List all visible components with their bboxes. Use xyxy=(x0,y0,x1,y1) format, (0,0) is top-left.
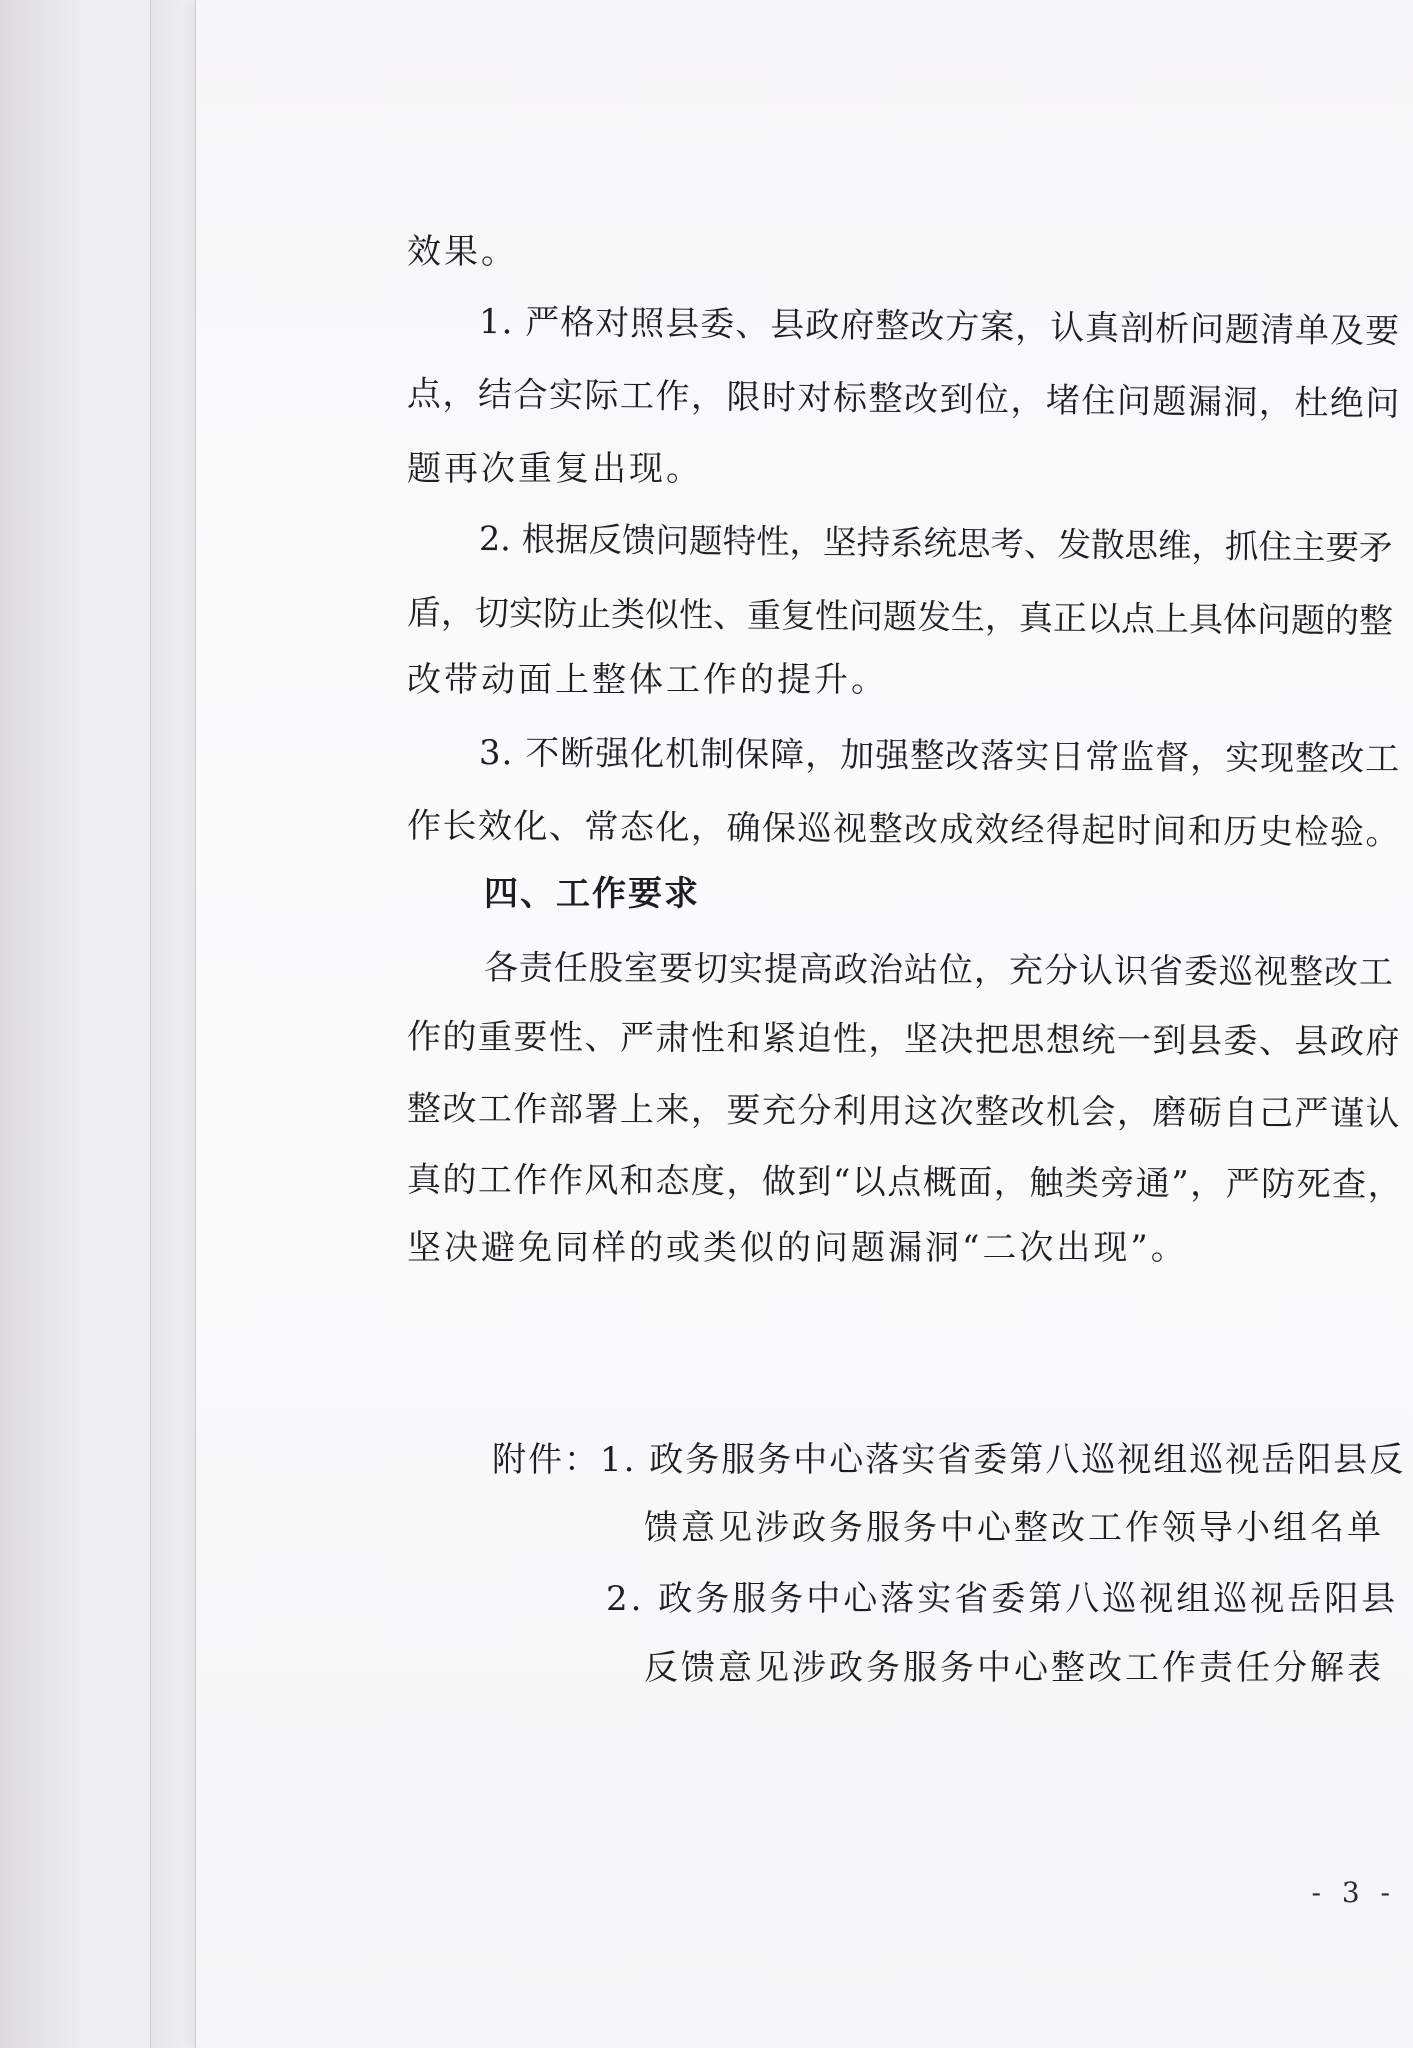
text-line: 点，结合实际工作，限时对标整改到位，堵住问题漏洞，杜绝问 xyxy=(406,374,1402,425)
text-line: 1. 严格对照县委、县政府整改方案，认真剖析问题清单及要 xyxy=(478,302,1401,352)
text-line: 作长效化、常态化，确保巡视整改成效经得起时间和历史检验。 xyxy=(406,806,1402,853)
page-number: - 3 - xyxy=(1311,1876,1396,1909)
attachment-line: 2. 政务服务中心落实省委第八巡视组巡视岳阳县 xyxy=(606,1579,1399,1619)
attachment-line: 馈意见涉政务服务中心整改工作领导小组名单 xyxy=(644,1508,1384,1548)
text-line: 改带动面上整体工作的提升。 xyxy=(407,660,888,700)
paragraph-line: 整改工作部署上来，要充分利用这次整改机会，磨砺自己严谨认 xyxy=(406,1089,1402,1135)
text-line: 3. 不断强化机制保障，加强整改落实日常监督，实现整改工 xyxy=(478,733,1401,780)
document-page xyxy=(195,0,1413,2048)
attachment-line: 附件：1. 政务服务中心落实省委第八巡视组巡视岳阳县反 xyxy=(492,1440,1406,1480)
section-heading: 四、工作要求 xyxy=(484,874,700,914)
paragraph-line: 坚决避免同样的或类似的问题漏洞“二次出现”。 xyxy=(407,1228,1188,1268)
paragraph-line: 各责任股室要切实提高政治站位，充分认识省委巡视整改工 xyxy=(483,948,1395,993)
paragraph-line: 真的工作作风和态度，做到“以点概面，触类旁通”，严防死查， xyxy=(406,1160,1404,1206)
text-line: 题再次重复出现。 xyxy=(407,449,703,489)
paragraph-line: 作的重要性、严肃性和紧迫性，坚决把思想统一到县委、县政府 xyxy=(406,1017,1402,1063)
text-line: 2. 根据反馈问题特性，坚持系统思考、发散思维，抓住主要矛 xyxy=(478,519,1393,568)
text-line: 效果。 xyxy=(407,232,518,272)
text-line: 盾，切实防止类似性、重复性问题发生，真正以点上具体问题的整 xyxy=(406,593,1394,642)
attachment-line: 反馈意见涉政务服务中心整改工作责任分解表 xyxy=(644,1648,1384,1688)
